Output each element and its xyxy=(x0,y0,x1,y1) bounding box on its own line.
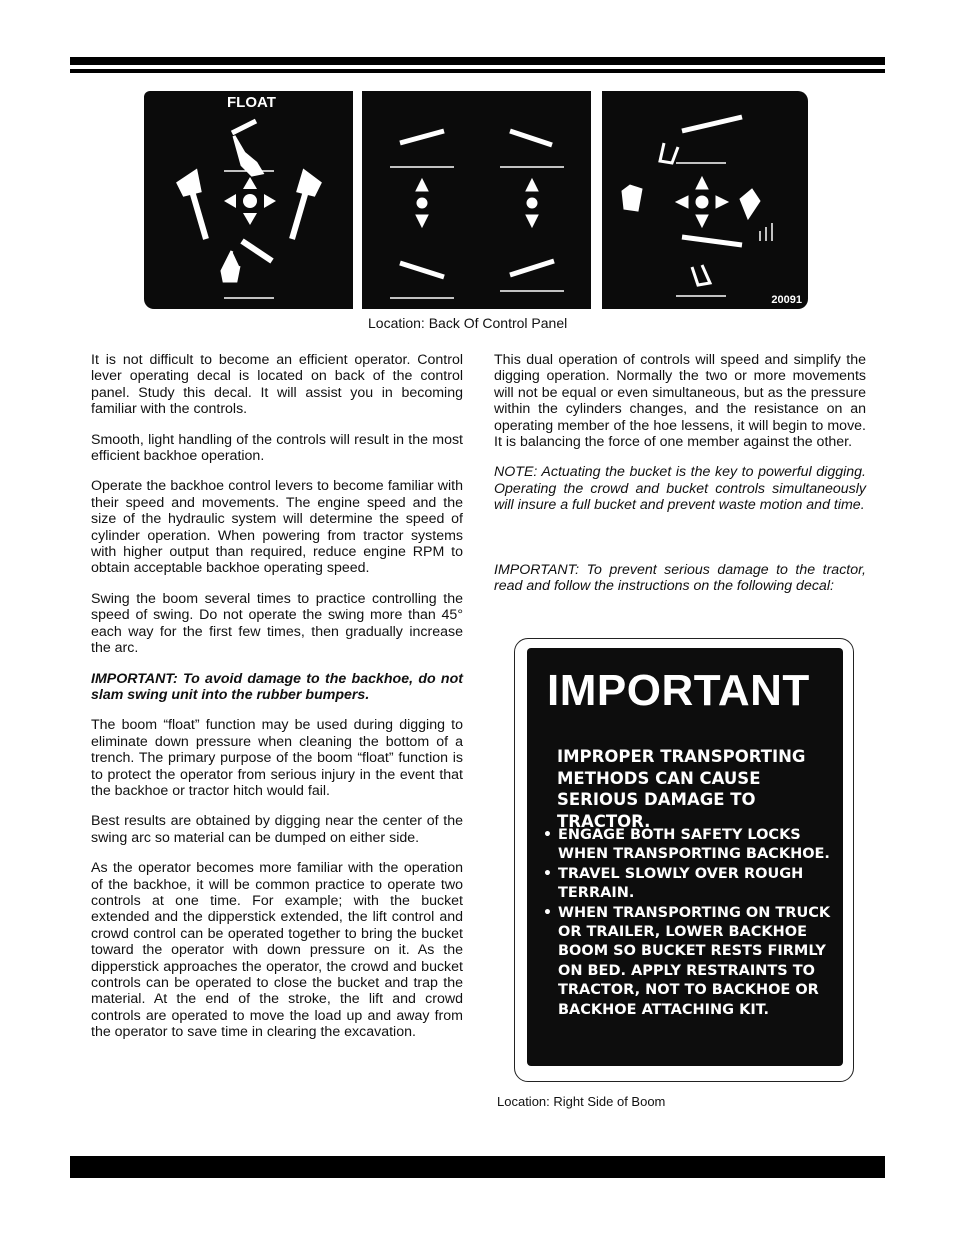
note: NOTE: Actuating the bucket is the key to powerful digging. Operating the crowd and bucket controls simultaneously will insure a full bucket and prevent waste motion and time. xyxy=(494,464,866,514)
float-label: FLOAT xyxy=(227,94,276,111)
important-warning: IMPROPER TRANSPORTING METHODS CAN CAUSE SERIOUS DAMAGE TO TRACTOR. xyxy=(557,747,806,831)
important-list xyxy=(541,826,841,1020)
important-title: IMPORTANT xyxy=(547,666,810,715)
important-notice: IMPORTANT: To prevent serious damage to the tractor, read and follow the instructions on the following decal: xyxy=(494,561,866,595)
list-item: • WHEN TRANSPORTING ON TRUCK OR TRAILER, LOWER BACKHOE BOOM SO BUCKET RESTS FIRMLY ON BED. APPLY RESTRAINTS TO TRACTOR, NOT TO BACKHOE OR BACKHOE ATTACHING KIT. xyxy=(541,904,841,1020)
boom-swing-icon xyxy=(144,91,353,309)
footer-rule xyxy=(70,1156,885,1178)
paragraph: Best results are obtained by digging near the center of the swing arc so material can be dumped on either side. xyxy=(91,813,463,846)
control-decal-crowd xyxy=(362,91,591,309)
list-item: • ENGAGE BOTH SAFETY LOCKS WHEN TRANSPORTING BACKHOE. xyxy=(541,826,841,865)
important-decal xyxy=(527,648,843,1066)
paragraph: The boom “float” function may be used during digging to eliminate down pressure when cleaning the bottom of a trench. The primary purpose of the boom “float” function is to protect the operator from serious injury in the event that the backhoe or tractor hitch would fail. xyxy=(91,717,463,799)
crowd-lift-icon xyxy=(362,91,591,309)
paragraph: As the operator becomes more familiar with the operation of the backhoe, it will be common practice to operate two controls at one time. For example; with the bucket extended and the dipperstick extended, the lift control and crowd control can be operated together to bring the bucket toward the operator with down pressure on it. As the dipperstick approaches the operator, the crowd and bucket controls can be operated to close the bucket and trap the material. At the end of the stroke, the lift and crowd controls are operated to move the load up and away from the operator to save time in clearing the excavation. xyxy=(91,860,463,1041)
paragraph: Operate the backhoe control levers to become familiar with their speed and movements. The engine speed and the size of the hydraulic system will determine the speed of cylinder operation. When powering from tractor systems with higher output than required, reduce engine RPM to obtain acceptable backhoe operating speed. xyxy=(91,478,463,577)
left-column xyxy=(91,352,463,1055)
list-item: • TRAVEL SLOWLY OVER ROUGH TERRAIN. xyxy=(541,865,841,904)
control-decal-boom-swing xyxy=(144,91,353,309)
header-rule xyxy=(70,57,885,65)
bucket-icon xyxy=(602,91,808,309)
paragraph: This dual operation of controls will speed and simplify the digging operation. Normally the two or more movements will not be equal or even simultaneous, but as the pressure within the cylinders changes, and the resistance on an operating member of the hoe lessens, it will begin to move. It is balancing the force of one member against the other. xyxy=(494,352,866,451)
important-notice: IMPORTANT: To avoid damage to the backhoe, do not slam swing unit into the rubber bumpers. xyxy=(91,670,463,703)
control-decal-bucket xyxy=(602,91,808,309)
header-rule-thin xyxy=(70,69,885,73)
right-column xyxy=(494,352,866,608)
decal-location-caption: Location: Back Of Control Panel xyxy=(368,315,568,331)
paragraph: Smooth, light handling of the controls will result in the most efficient backhoe operation. xyxy=(91,431,463,465)
decal-part-number: 20091 xyxy=(771,294,802,306)
paragraph: Swing the boom several times to practice controlling the speed of swing. Do not operate the swing more than 45° each way for the first few times, then gradually increase the arc. xyxy=(91,590,463,657)
paragraph: It is not difficult to become an efficient operator. Control lever operating decal is located on back of the control panel. Study this decal. It will assist you in becoming familiar with the controls. xyxy=(91,352,463,418)
important-decal-caption: Location: Right Side of Boom xyxy=(497,1094,666,1109)
